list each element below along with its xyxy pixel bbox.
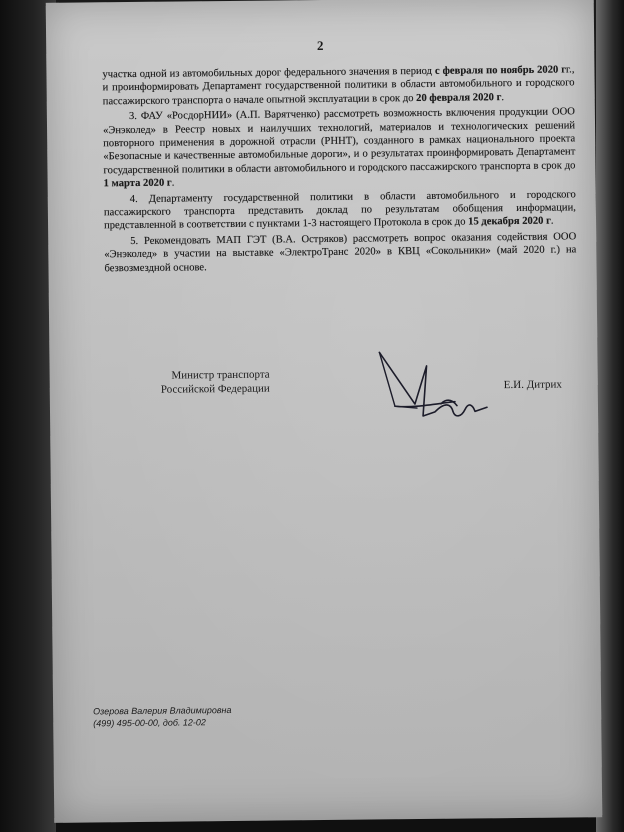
signatory-name: Е.И. Дитрих [503, 378, 562, 392]
text-run: 5. Рекомендовать МАП ГЭТ (В.А. Остряков) рассмотреть вопрос оказания содействия ООО «Энэколед» в участии на выставке «ЭлектроТранс 2020» в КВЦ «Сокольники» (май 2020 г.) на безвозмездной основе. [104, 231, 577, 274]
text-run: . [501, 91, 505, 103]
document-body [102, 63, 576, 275]
text-run: г., и проинформировать Департамент государственной политики в области автомобильного и городского пассажирского транспорта о начале опытной эксплуатации в срок до [102, 64, 575, 108]
handwritten-signature [374, 345, 515, 426]
executor-name: Озерова Валерия Владимировна [93, 704, 232, 717]
position-line-1: Министр транспорта [171, 368, 270, 382]
signatory-position [90, 368, 270, 398]
paragraph-item-4 [104, 188, 576, 233]
executor-info [93, 704, 232, 729]
text-run: участка одной из автомобильных дорог федерального значения в период [102, 65, 435, 81]
paragraph-continuation [102, 63, 574, 108]
text-run: 15 декабря 2020 г [468, 216, 551, 228]
paragraph-item-3 [103, 106, 576, 191]
position-line-2: Российской Федерации [160, 382, 270, 396]
text-run: . [550, 216, 554, 228]
text-run: 4. Департаменту государственной политики в области автомобильного и городского пассажирского транспорта представить доклад по результатам обобщения информации, представленной в соответствии с пунктами 1-3 настоящего Протокола в срок до [103, 189, 576, 232]
text-run: с февраля по ноябрь 2020 г [434, 64, 567, 77]
executor-phone: (499) 495-00-00, доб. 12-02 [93, 717, 206, 729]
document-page [46, 0, 603, 823]
text-run: 3. ФАУ «РосдорНИИ» (А.П. Варятченко) рассмотреть возможность включения продукции ООО «Энэколед» в Реестр новых и наилучших технологий, материалов и технологических решений повторного применения в дорожной отрасли (РННТ), созданного в рамках национального проекта «Безопасные и качественные автомобильные дороги», и о результатах проинформировать Департамент государственной политики в области автомобильного и городского пассажирского транспорта в срок до [103, 106, 576, 177]
text-run: 1 марта 2020 г [103, 177, 172, 190]
text-run: . [171, 177, 175, 189]
text-run: 20 февраля 2020 г [416, 91, 502, 104]
paragraph-item-5 [104, 230, 576, 275]
page-number: 2 [316, 37, 324, 54]
